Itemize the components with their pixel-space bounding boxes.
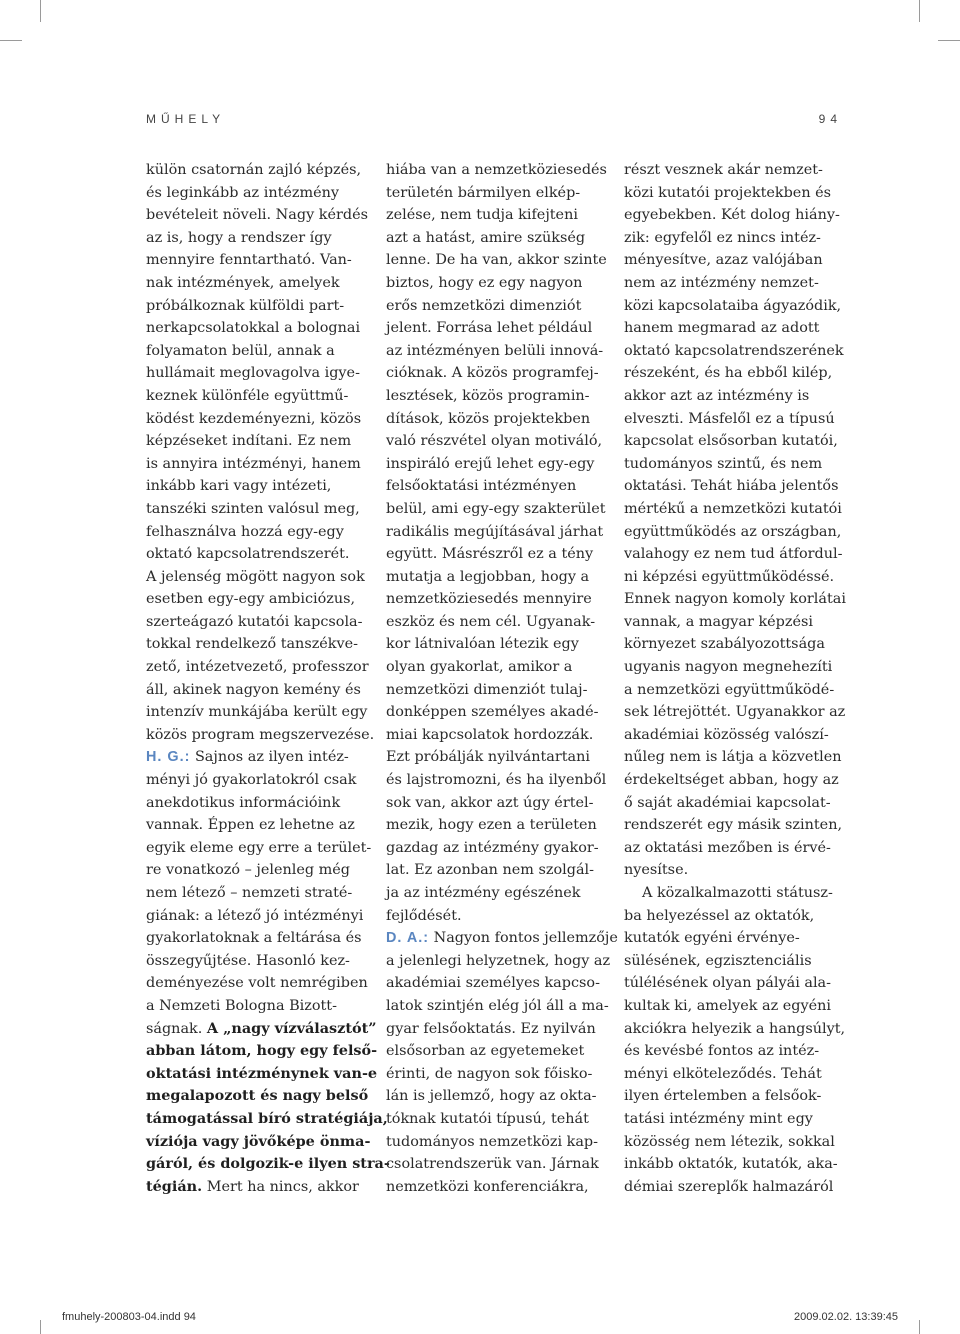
text-line [146, 905, 390, 928]
emphasized-text: víziója vagy jövőképe önma- [146, 1132, 371, 1150]
text-line [624, 927, 846, 950]
text-line [386, 408, 618, 431]
text-line [146, 656, 390, 679]
body-text: a Nemzeti Bologna Bizott- [146, 997, 337, 1014]
body-text: mennyire fenntartható. Van- [146, 252, 352, 269]
body-text: ményi elköteleződés. Tehát [624, 1065, 822, 1082]
text-line [624, 972, 846, 995]
body-text: nemzetközi dimenziót tulaj- [386, 681, 588, 698]
body-text: közi kutatói projektekben és [624, 184, 832, 201]
text-line [146, 588, 390, 611]
body-text: tokkal rendelkező tanszékve- [146, 636, 359, 653]
text-line [624, 204, 846, 227]
body-text: valahogy ez nem tud átfordul- [624, 546, 843, 563]
body-text: közi kapcsolataiba ágyazódik, [624, 297, 842, 314]
text-line [146, 927, 390, 950]
text-line [386, 362, 618, 385]
crop-mark-top-left-v [40, 0, 41, 22]
body-text: környezet szabályozottsága [624, 636, 825, 653]
body-text: felhasználva hozzá egy-egy [146, 523, 344, 540]
text-line [624, 1063, 846, 1086]
text-line [146, 227, 390, 250]
text-line [624, 1085, 846, 1108]
body-text: ba helyezéssel az oktatók, [624, 907, 815, 924]
body-text: jelent. Forrása lehet például [386, 320, 593, 337]
text-line [624, 792, 846, 815]
text-line [624, 249, 846, 272]
text-line [146, 1085, 390, 1108]
text-line [624, 837, 846, 860]
body-text: nerkapcsolatokkal a bolognai [146, 320, 361, 337]
crop-mark-bottom-right-v [919, 1320, 920, 1334]
body-text: hiába van a nemzetköziesedés [386, 162, 607, 178]
body-text: ságnak. [146, 1020, 207, 1037]
body-text: túlélésének olyan pályái ala- [624, 975, 831, 992]
text-line [624, 430, 846, 453]
body-text: lat. Ez azonban nem szolgál- [386, 862, 594, 879]
page-number: 94 [818, 112, 842, 126]
text-line [624, 1040, 846, 1063]
text-line [624, 1153, 846, 1176]
body-text: akciókra helyezik a hangsúlyt, [624, 1020, 846, 1037]
body-text: lenne. De ha van, akkor szinte [386, 252, 607, 269]
body-text: mutatja a legjobban, hogy a [386, 568, 590, 585]
text-line [146, 1153, 390, 1176]
text-line [624, 724, 846, 747]
body-text: nem az intézmény nemzet- [624, 274, 819, 291]
text-line [146, 837, 390, 860]
text-line [624, 905, 846, 928]
text-line [624, 566, 846, 589]
body-text: rendszerét egy másik szinten, [624, 817, 843, 834]
body-text: az oktatási mezőben is érvé- [624, 839, 831, 856]
body-text: biztos, hogy ez egy nagyon [386, 274, 583, 291]
body-text: oktató kapcsolatrendszerét. [146, 546, 350, 563]
text-line [624, 656, 846, 679]
text-line [386, 498, 618, 521]
crop-mark-bottom-left-v [40, 1320, 41, 1334]
text-line [386, 701, 618, 724]
body-text: ményesítve, azaz valójában [624, 252, 823, 269]
body-text: Mert ha nincs, akkor [202, 1178, 359, 1195]
body-text: csolatrendszerük van. Járnak [386, 1156, 599, 1173]
text-line [146, 679, 390, 702]
emphasized-text: támogatással bíró stratégiája, [146, 1109, 388, 1127]
text-line [146, 408, 390, 431]
body-text: nemzetköziesedés mennyire [386, 591, 592, 608]
body-text: nem létező – nemzeti straté- [146, 885, 353, 901]
body-text: kapcsolat elsősorban kutatói, [624, 433, 838, 450]
text-line [146, 1063, 390, 1086]
text-line [146, 249, 390, 272]
text-line [146, 814, 390, 837]
body-text: oktatási. Tehát hiába jelentős [624, 478, 839, 495]
text-line [624, 1108, 846, 1131]
text-line [386, 159, 618, 182]
text-line [624, 611, 846, 634]
text-line [624, 498, 846, 521]
body-text: a nemzetközi együttműködé- [624, 681, 835, 698]
body-text: felsőoktatási intézményen [386, 478, 577, 495]
text-line [386, 295, 618, 318]
body-text: áll, akinek nagyon kemény és [146, 681, 361, 698]
text-line [146, 204, 390, 227]
text-line [386, 249, 618, 272]
text-line [386, 588, 618, 611]
body-text: a jelenlegi helyzetnek, hogy az [386, 952, 611, 969]
text-line [146, 498, 390, 521]
body-text: Ennek nagyon komoly korlátai [624, 591, 846, 608]
body-text: sek létrejöttét. Ugyanakkor az [624, 704, 846, 721]
text-line [146, 1176, 390, 1199]
body-text: kutatók egyéni érvénye- [624, 930, 800, 947]
text-line [386, 746, 618, 769]
body-text: esetben egy-egy ambiciózus, [146, 591, 356, 608]
body-text: tóknak kutatói típusú, tehát [386, 1110, 589, 1127]
text-line [146, 1040, 390, 1063]
body-text: Nagyon fontos jellemzője [429, 930, 618, 947]
text-line [624, 182, 846, 205]
text-line [146, 159, 390, 182]
text-line [146, 521, 390, 544]
text-line [386, 182, 618, 205]
text-line [386, 204, 618, 227]
body-text: dítások, közös projektekben [386, 410, 591, 427]
text-line [624, 1176, 846, 1199]
text-line [146, 566, 390, 589]
text-line [146, 430, 390, 453]
text-line [146, 769, 390, 792]
text-line [624, 882, 846, 905]
text-line [386, 679, 618, 702]
text-line [624, 1131, 846, 1154]
body-text: részt vesznek akár nemzet- [624, 162, 823, 178]
body-text: deményezése volt nemrégiben [146, 975, 368, 992]
footer-timestamp: 2009.02.02. 13:39:45 [794, 1311, 898, 1323]
body-text: érdekeltséget abban, hogy az [624, 772, 839, 789]
footer-file-name: fmuhely-200803-04.indd 94 [62, 1311, 196, 1323]
body-text: tatási intézmény mint egy [624, 1110, 813, 1127]
body-text: intenzív munkájába került egy [146, 704, 368, 721]
body-text: miai kapcsolatok hordozzák. [386, 726, 594, 743]
text-line [386, 633, 618, 656]
text-line [624, 408, 846, 431]
text-column-2 [386, 159, 618, 1198]
text-line [624, 633, 846, 656]
body-text: nemzetközi konferenciákra, [386, 1178, 589, 1195]
body-text: gyar felsőoktatás. Ez nyilván [386, 1020, 596, 1037]
body-text: gyakorlatoknak a feltárása és [146, 930, 362, 947]
text-line [624, 272, 846, 295]
body-text: bevételeit növeli. Nagy kérdés [146, 207, 369, 224]
text-line [624, 679, 846, 702]
text-line [146, 453, 390, 476]
emphasized-text: tégián. [146, 1177, 203, 1195]
text-line [624, 1018, 846, 1041]
body-text: egyebekben. Két dolog hiány- [624, 207, 840, 224]
text-line [146, 317, 390, 340]
body-text: és kevésbé fontos az intéz- [624, 1043, 820, 1060]
text-line [386, 837, 618, 860]
text-line [386, 453, 618, 476]
text-line [386, 814, 618, 837]
text-line [624, 950, 846, 973]
text-line [146, 1108, 390, 1131]
body-text: akadémiai közösség valószí- [624, 726, 829, 743]
text-line [386, 272, 618, 295]
body-text: való részvétel olyan motiváló, [386, 433, 603, 450]
emphasized-text: abban látom, hogy egy felső- [146, 1042, 378, 1060]
crop-mark-top-right-v [919, 0, 920, 22]
body-text: sülésének, egzisztenciális [624, 952, 812, 969]
text-line [146, 272, 390, 295]
body-text: az intézményen belüli innová- [386, 342, 604, 359]
body-text: részeként, és ha ebből kilép, [624, 365, 833, 382]
body-text: ja az intézmény egészének [386, 885, 581, 901]
text-line [146, 633, 390, 656]
body-text: elsősorban az egyetemeket [386, 1043, 585, 1060]
body-text: fejlődését. [386, 907, 462, 924]
text-line [624, 453, 846, 476]
body-text: Ezt próbálják nyilvántartani [386, 749, 590, 766]
text-line [386, 1040, 618, 1063]
body-text: anekdotikus információink [146, 794, 341, 811]
text-line [624, 159, 846, 182]
text-line [386, 521, 618, 544]
body-text: belül, ami egy-egy szakterület [386, 500, 606, 517]
text-line [386, 430, 618, 453]
emphasized-text: oktatási intézménynek van-e [146, 1064, 378, 1082]
body-text: hanem megmarad az adott [624, 320, 820, 337]
text-line [386, 385, 618, 408]
body-text: kultak ki, amelyek az egyéni [624, 997, 831, 1014]
text-line [146, 295, 390, 318]
body-text: mértékű a nemzetközi kutatói [624, 500, 842, 517]
speaker-initials: D. A.: [386, 930, 430, 947]
body-text: egyik eleme egy erre a terület- [146, 839, 372, 856]
text-line [386, 566, 618, 589]
body-text: külön csatornán zajló képzés, [146, 162, 362, 178]
body-text: tanszéki szinten valósul meg, [146, 500, 360, 517]
body-text: nyesítse. [624, 862, 689, 879]
text-line [624, 995, 846, 1018]
body-text: kor látnivalóan létezik egy [386, 636, 579, 653]
text-line [386, 1176, 618, 1199]
body-text: radikális megújításával járhat [386, 523, 604, 540]
text-line [146, 724, 390, 747]
body-text: az is, hogy a rendszer így [146, 229, 332, 246]
text-line [386, 950, 618, 973]
body-text: cióknak. A közös programfej- [386, 365, 599, 382]
body-text: zető, intézetvezető, professzor [146, 659, 369, 676]
body-text: inspiráló erejű lehet egy-egy [386, 455, 595, 472]
body-text: lán is jellemző, hogy az okta- [386, 1088, 597, 1105]
body-text: elveszti. Másfelől ez a típusú [624, 410, 835, 427]
text-line [624, 227, 846, 250]
body-text: keznek különféle együttmű- [146, 387, 349, 404]
text-line [146, 859, 390, 882]
body-text: inkább kari vagy intézeti, [146, 478, 332, 495]
text-line [386, 227, 618, 250]
text-line [146, 792, 390, 815]
text-line [386, 995, 618, 1018]
body-text: olyan gyakorlat, amikor a [386, 659, 573, 676]
body-text: akadémiai személyes kapcso- [386, 975, 600, 992]
body-text: és lajstromozni, és ha ilyenből [386, 772, 607, 789]
body-text: vannak. Éppen ez lehetne az [146, 817, 355, 834]
body-text: erős nemzetközi dimenziót [386, 297, 582, 314]
body-text: akkor azt az intézmény is [624, 387, 810, 404]
text-line [386, 859, 618, 882]
text-line [146, 882, 390, 905]
text-line [624, 859, 846, 882]
body-text: együtt. Másrészről ez a tény [386, 546, 594, 563]
text-line [146, 340, 390, 363]
body-text: képzéseket indítani. Ez nem [146, 433, 352, 450]
text-line [146, 746, 390, 769]
text-line [386, 1063, 618, 1086]
body-text: zik: egyfelől ez nincs intéz- [624, 229, 821, 246]
text-column-3 [624, 159, 846, 1198]
body-text: donképpen személyes akadé- [386, 704, 599, 721]
body-text: területén bármilyen elkép- [386, 184, 581, 201]
text-line [386, 1131, 618, 1154]
text-line [386, 972, 618, 995]
body-text: giának: a létező jó intézményi [146, 907, 364, 924]
text-line [624, 385, 846, 408]
body-text: ködést kezdeményezni, közös [146, 410, 362, 427]
text-line [146, 950, 390, 973]
text-line [146, 972, 390, 995]
body-text: re vonatkozó – jelenleg még [146, 862, 351, 879]
body-text: démiai szereplők halmazáról [624, 1178, 834, 1195]
body-text: azt a hatást, amire szükség [386, 229, 586, 246]
body-text: mezik, hogy ezen a területen [386, 817, 597, 834]
body-text: nűleg nem is látja a közvetlen [624, 749, 842, 766]
text-line [386, 317, 618, 340]
body-text: zelése, nem tudja kifejteni [386, 207, 578, 224]
emphasized-text: A „nagy vízválasztót” [206, 1019, 377, 1037]
text-line [624, 543, 846, 566]
text-line [624, 475, 846, 498]
crop-mark-top-left-h [0, 40, 22, 41]
running-header-section: MŰHELY [146, 112, 226, 126]
body-text: sok van, akkor azt úgy értel- [386, 794, 594, 811]
text-line [624, 814, 846, 837]
body-text: közösség nem létezik, sokkal [624, 1133, 835, 1150]
text-line [624, 588, 846, 611]
emphasized-text: gáról, és dolgozik-e ilyen stra- [146, 1155, 390, 1173]
text-line [386, 792, 618, 815]
text-column-1 [146, 159, 390, 1198]
body-text: A közalkalmazotti státusz- [642, 885, 833, 901]
text-line [386, 769, 618, 792]
text-line [386, 1153, 618, 1176]
text-line [624, 317, 846, 340]
crop-mark-top-right-h [938, 40, 960, 41]
body-text: latok szintjén elég jól áll a ma- [386, 997, 609, 1014]
body-text: érinti, de nagyon sok főisko- [386, 1065, 593, 1082]
text-line [386, 724, 618, 747]
body-text: vannak, a magyar képzési [624, 613, 813, 630]
body-text: gazdag az intézmény gyakor- [386, 839, 599, 856]
text-line [146, 362, 390, 385]
text-line [624, 746, 846, 769]
body-text: együttműködés az országban, [624, 523, 842, 540]
text-line [624, 769, 846, 792]
body-text: közös program megszervezése. [146, 726, 375, 743]
text-line [624, 362, 846, 385]
text-line [146, 182, 390, 205]
body-text: eszköz és nem cél. Ugyanak- [386, 613, 596, 630]
text-line [146, 701, 390, 724]
body-text: ni képzési együttműködéssé. [624, 568, 835, 585]
body-text: nak intézmények, amelyek [146, 274, 340, 291]
body-text: és leginkább az intézmény [146, 184, 340, 201]
body-text: tudományos szintű, és nem [624, 455, 823, 472]
body-text: próbálkoznak külföldi part- [146, 297, 345, 314]
text-line [146, 385, 390, 408]
body-text: A jelenség mögött nagyon sok [146, 568, 365, 585]
text-line [624, 340, 846, 363]
emphasized-text: megalapozott és nagy belső [146, 1087, 369, 1105]
body-text: lesztések, közös programin- [386, 387, 590, 404]
body-text: hullámait meglovagolva igye- [146, 365, 360, 382]
body-text: szerteágazó kutatói kapcsola- [146, 613, 363, 630]
body-text: is annyira intézményi, hanem [146, 455, 361, 472]
text-line [386, 927, 618, 950]
text-line [386, 340, 618, 363]
text-line [624, 295, 846, 318]
text-line [146, 995, 390, 1018]
text-line [386, 1108, 618, 1131]
text-line [386, 543, 618, 566]
body-text: folyamaton belül, annak a [146, 342, 335, 359]
body-text: ilyen értelemben a felsőok- [624, 1088, 822, 1105]
body-text: tudományos nemzetközi kap- [386, 1133, 599, 1150]
text-line [146, 475, 390, 498]
body-text: ményi jó gyakorlatokról csak [146, 772, 357, 789]
text-line [386, 1018, 618, 1041]
text-line [386, 882, 618, 905]
text-line [386, 1085, 618, 1108]
text-line [146, 611, 390, 634]
body-text: ő saját akadémiai kapcsolat- [624, 794, 831, 811]
text-line [386, 656, 618, 679]
text-line [386, 475, 618, 498]
text-line [386, 611, 618, 634]
text-line [624, 521, 846, 544]
text-line [386, 905, 618, 928]
body-text: oktató kapcsolatrendszerének [624, 342, 844, 359]
body-text: inkább oktatók, kutatók, aka- [624, 1156, 838, 1173]
speaker-initials: H. G.: [146, 749, 191, 766]
text-line [146, 1131, 390, 1154]
body-text: ugyanis nagyon megnehezíti [624, 659, 833, 676]
text-line [624, 701, 846, 724]
text-line [146, 543, 390, 566]
text-line [146, 1018, 390, 1041]
body-text: összegyűjtése. Hasonló kez- [146, 952, 350, 969]
body-text: Sajnos az ilyen intéz- [190, 749, 349, 766]
